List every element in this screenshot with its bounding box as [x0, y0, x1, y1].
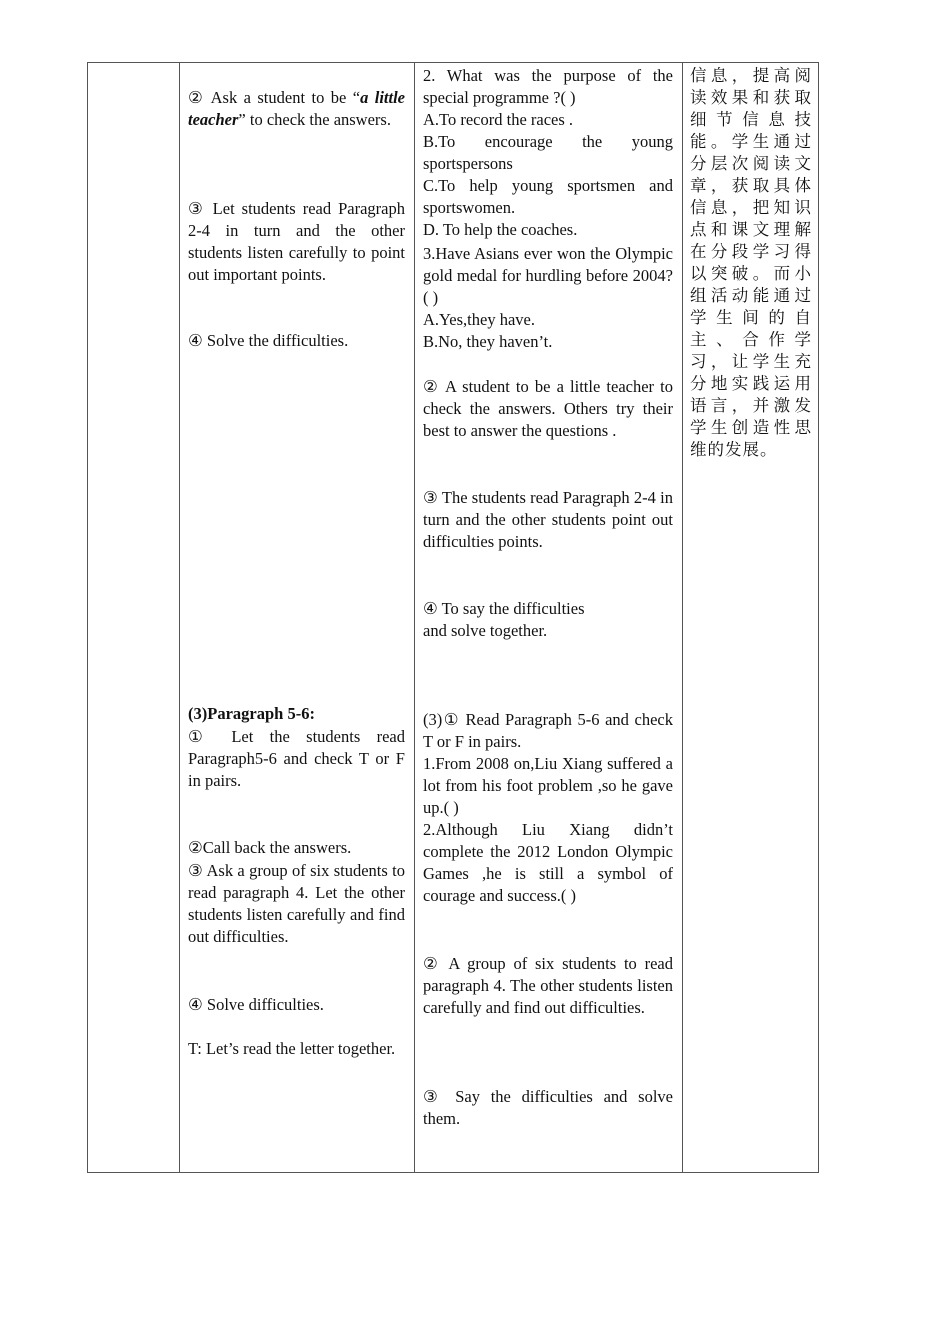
table-divider-1 [179, 62, 180, 1173]
student-sec3-step-1: (3)① Read Paragraph 5-6 and check T or F in pairs. [423, 710, 673, 751]
true-false-2: 2.Although Liu Xiang didn’t complete the 2012 London Olympic Games ,he is still a symbol of courage and success.( ) [423, 820, 673, 905]
question-2-option-b: B.To encourage the young sportspersons [423, 132, 673, 173]
question-2-option-d: D. To help the coaches. [423, 220, 578, 239]
student-step-4-line-2: and solve together. [423, 621, 548, 640]
teacher-sec3-step-5: T: Let’s read the letter together. [188, 1039, 396, 1058]
teacher-step-2: ② Ask a student to be “a little teacher” to check the answers. [188, 88, 406, 129]
table-border-bottom [87, 1172, 819, 1173]
table-divider-3 [682, 62, 683, 1173]
teacher-sec3-step-2: ②Call back the answers. [188, 838, 352, 857]
teacher-sec3-step-4: ④ Solve difficulties. [188, 995, 324, 1014]
student-step-4-line-1: ④ To say the difficulties [423, 599, 585, 618]
question-3-option-a: A.Yes,they have. [423, 310, 535, 329]
student-sec3-step-3: ③ Say the difficulties and solve them. [423, 1087, 673, 1128]
student-step-2: ② A student to be a little teacher to check the answers. Others try their best to answer the questions . [423, 377, 673, 440]
little-teacher-emphasis: a little teacher [188, 88, 406, 129]
teacher-sec3-step-3: ③ Ask a group of six students to read paragraph 4. Let the other students listen carefully and find out difficulties. [188, 861, 405, 946]
true-false-1: 1.From 2008 on,Liu Xiang suffered a lot from his foot problem ,so he gave up.( ) [423, 754, 673, 817]
table-border-right [818, 62, 819, 1173]
question-3: 3.Have Asians ever won the Olympic gold medal for hurdling before 2004?( ) [423, 244, 673, 307]
question-2: 2. What was the purpose of the special programme ?( ) [423, 66, 673, 107]
design-purpose-text: 信息，提高阅读效果和获取细节信息技能。学生通过分层次阅读文章，获取具体信息，把知识点和课文理解在分段学习得以突破。而小组活动能通过学生间的自主、合作学习，让学生充分地实践运用语言，并激发学生创造性思维的发展。 [690, 66, 812, 459]
table-border-left [87, 62, 88, 1173]
student-step-3: ③ The students read Paragraph 2-4 in turn and the other students point out difficulties points. [423, 488, 673, 551]
teacher-step-3: ③ Let students read Paragraph 2-4 in turn and the other students listen carefully to point out important points. [188, 199, 405, 284]
question-2-option-c: C.To help young sportsmen and sportswomen. [423, 176, 673, 217]
teacher-sec3-step-1: ① Let the students read Paragraph5-6 and check T or F in pairs. [188, 727, 405, 790]
table-divider-2 [414, 62, 415, 1173]
teacher-step-4: ④ Solve the difficulties. [188, 331, 349, 350]
student-sec3-step-2: ② A group of six students to read paragraph 4. The other students listen carefully and find out difficulties. [423, 954, 673, 1017]
table-border-top [87, 62, 819, 63]
question-3-option-b: B.No, they haven’t. [423, 332, 553, 351]
section-3-title: (3)Paragraph 5-6: [188, 704, 315, 723]
question-2-option-a: A.To record the races . [423, 110, 574, 129]
